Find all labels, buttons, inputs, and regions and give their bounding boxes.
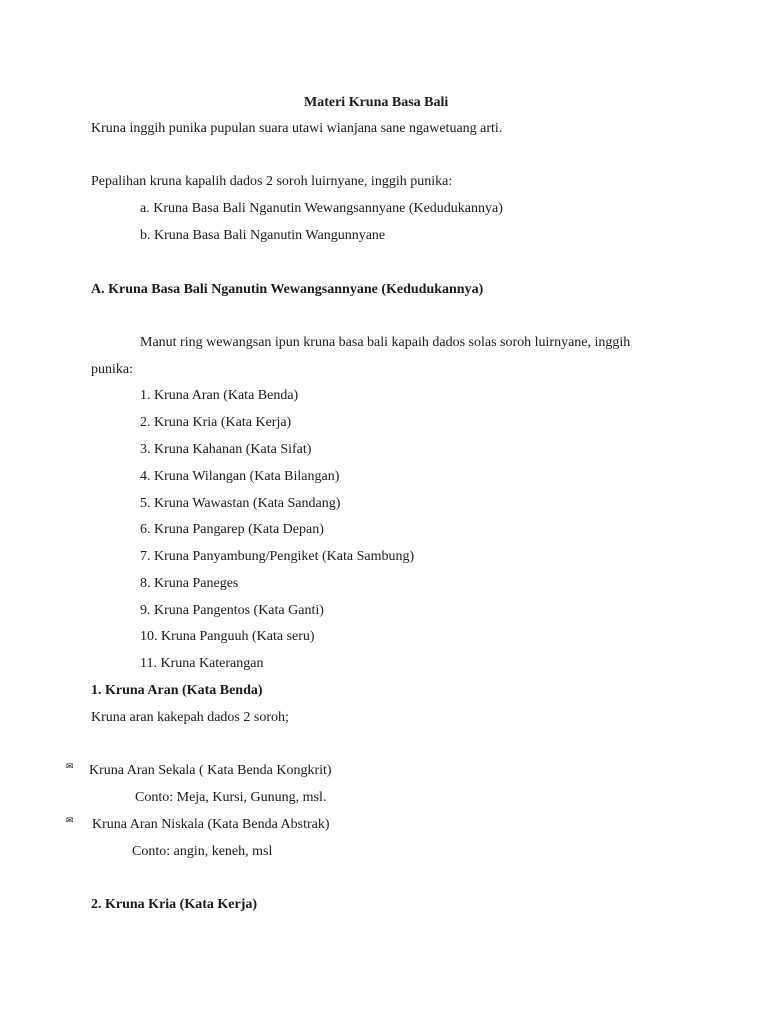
list-item: 2. Kruna Kria (Kata Kerja): [140, 415, 292, 430]
list-item: 4. Kruna Wilangan (Kata Bilangan): [140, 469, 340, 484]
section-a-paragraph-line2: punika:: [91, 362, 133, 377]
bullet-item-label: Kruna Aran Sekala ( Kata Benda Kongkrit): [89, 763, 332, 778]
list-item: 11. Kruna Katerangan: [140, 656, 264, 671]
list-item: 9. Kruna Pangentos (Kata Ganti): [140, 603, 324, 618]
document-title: Materi Kruna Basa Bali: [304, 95, 449, 110]
list-item: 1. Kruna Aran (Kata Benda): [140, 388, 299, 403]
bullet-item-label: Kruna Aran Niskala (Kata Benda Abstrak): [92, 817, 330, 832]
bullet-item-example: Conto: angin, keneh, msl: [132, 844, 273, 859]
section-a-paragraph-line1: Manut ring wewangsan ipun kruna basa bali kapaih dados solas soroh luirnyane, inggih: [140, 335, 631, 350]
list-item: 5. Kruna Wawastan (Kata Sandang): [140, 496, 341, 511]
subsection-1-heading: 1. Kruna Aran (Kata Benda): [91, 683, 263, 698]
list-item: 10. Kruna Panguuh (Kata seru): [140, 629, 315, 644]
list-item: 7. Kruna Panyambung/Pengiket (Kata Sambung): [140, 549, 415, 564]
bullet-item-example: Conto: Meja, Kursi, Gunung, msl.: [135, 790, 327, 805]
division-intro: Pepalihan kruna kapalih dados 2 soroh luirnyane, inggih punika:: [91, 174, 453, 189]
intro-paragraph: Kruna inggih punika pupulan suara utawi wianjana sane ngawetuang arti.: [91, 121, 503, 136]
subsection-1-intro: Kruna aran kakepah dados 2 soroh;: [91, 710, 289, 725]
subsection-2-heading: 2. Kruna Kria (Kata Kerja): [91, 897, 258, 912]
list-item: 8. Kruna Paneges: [140, 576, 239, 591]
envelope-bullet-icon: ✉: [66, 762, 74, 772]
envelope-bullet-icon: ✉: [66, 816, 74, 826]
division-item-b: b. Kruna Basa Bali Nganutin Wangunnyane: [140, 228, 386, 243]
division-item-a: a. Kruna Basa Bali Nganutin Wewangsannyane (Kedudukannya): [140, 201, 503, 216]
section-a-heading: A. Kruna Basa Bali Nganutin Wewangsannyane (Kedudukannya): [91, 282, 484, 297]
list-item: 6. Kruna Pangarep (Kata Depan): [140, 522, 324, 537]
list-item: 3. Kruna Kahanan (Kata Sifat): [140, 442, 312, 457]
